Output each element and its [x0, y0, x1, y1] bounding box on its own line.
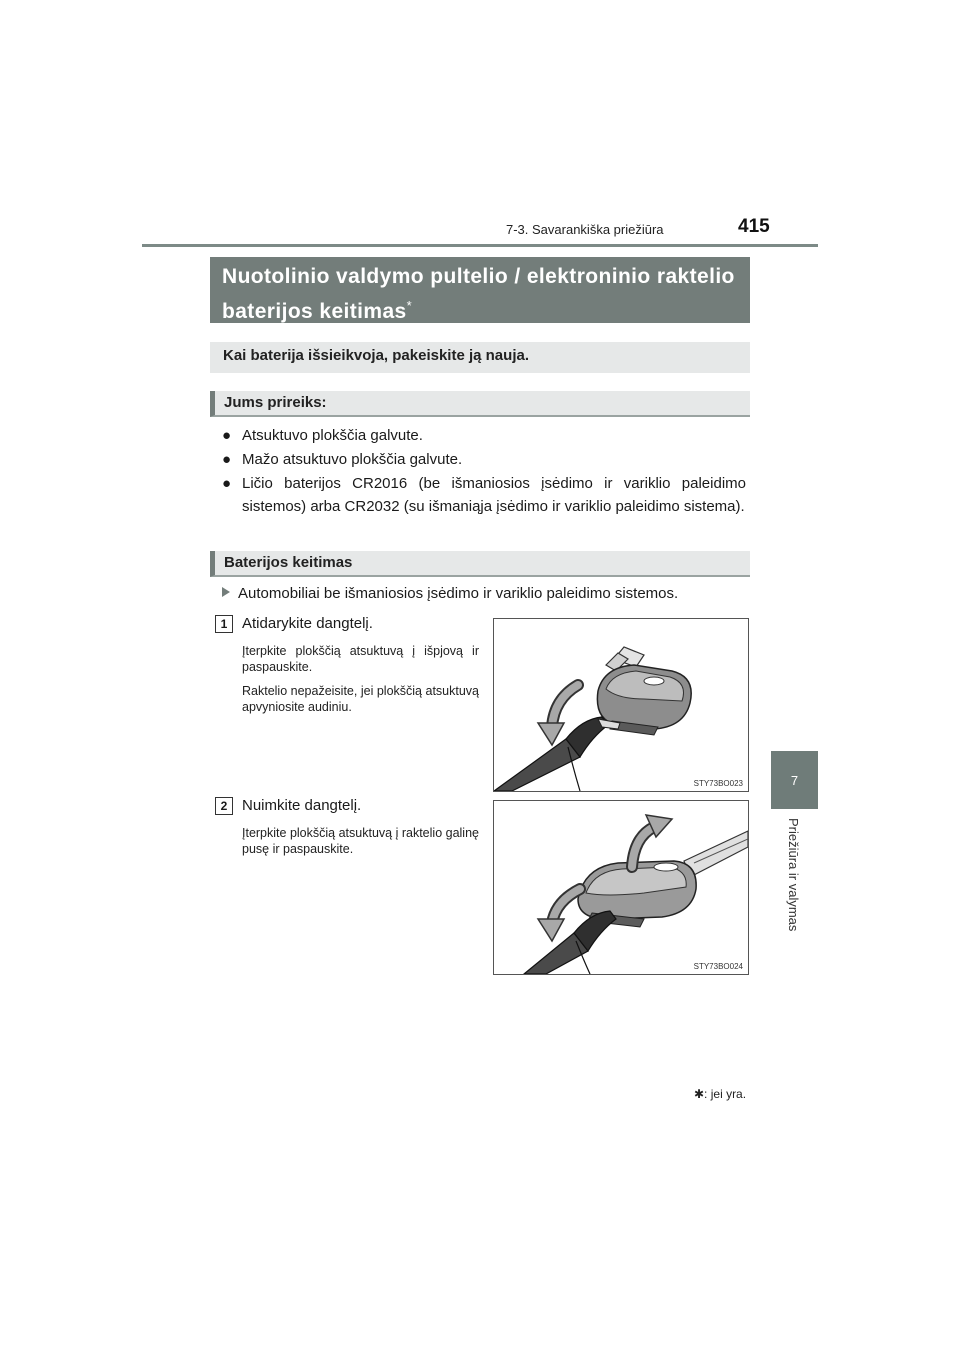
page-number: 415: [738, 216, 770, 237]
figure-code: STY73BO024: [693, 962, 743, 971]
replacement-heading: Baterijos keitimas: [210, 551, 750, 577]
figure-open-cover: [493, 618, 749, 792]
needs-heading: Jums prireiks:: [210, 391, 750, 417]
title-text: Nuotolinio valdymo pultelio / elektroninio raktelio baterijos keitimas: [222, 265, 735, 323]
bullet-icon: ●: [222, 475, 232, 492]
bullet-icon: ●: [222, 427, 232, 444]
step-number-2: 2: [215, 797, 233, 815]
step-title-1: Atidarykite dangtelį.: [242, 615, 373, 632]
vehicle-variant-note: Automobiliai be išmaniosios įsėdimo ir variklio paleidimo sistemos.: [222, 585, 678, 602]
header-rule: [142, 244, 818, 247]
list-item: ● Ličio baterijos CR2016 (be išmaniosios įsėdimo ir variklio paleidimo sistemos) arba CR2032 (su išmaniąja įsėdimo ir variklio paleidimo sistema).: [222, 472, 746, 518]
list-item: ● Mažo atsuktuvo plokščia galvute.: [222, 448, 746, 471]
footnote: ✱: jei yra.: [694, 1087, 747, 1101]
chapter-number: 7: [790, 772, 799, 788]
page-title: [210, 257, 750, 323]
needs-list: [222, 424, 746, 519]
title-marker: *: [406, 298, 413, 313]
figure-remove-cover: [493, 800, 749, 975]
step-text-1b: Raktelio nepažeisite, jei plokščią atsuktuvą apvyniosite audiniu.: [242, 684, 479, 714]
key-cover-open-illustration: [494, 619, 748, 791]
triangle-arrow-icon: [222, 587, 230, 597]
bullet-icon: ●: [222, 451, 232, 468]
figure-code: STY73BO023: [693, 779, 743, 788]
key-cover-remove-illustration: [494, 801, 748, 974]
step-text-1a: Įterpkite plokščią atsuktuvą į išpjovą ir paspauskite.: [242, 644, 479, 674]
list-item: ● Atsuktuvo plokščia galvute.: [222, 424, 746, 447]
chapter-tab: [771, 751, 818, 809]
step-number-1: 1: [215, 615, 233, 633]
chapter-label: Priežiūra ir valymas: [786, 818, 801, 932]
section-title: 7-3. Savarankiška priežiūra: [506, 222, 664, 237]
step-text-2a: Įterpkite plokščią atsuktuvą į raktelio galinę pusę ir paspauskite.: [242, 826, 479, 856]
step-title-2: Nuimkite dangtelį.: [242, 797, 362, 814]
intro-text: Kai baterija išsieikvoja, pakeiskite ją nauja.: [210, 342, 750, 373]
